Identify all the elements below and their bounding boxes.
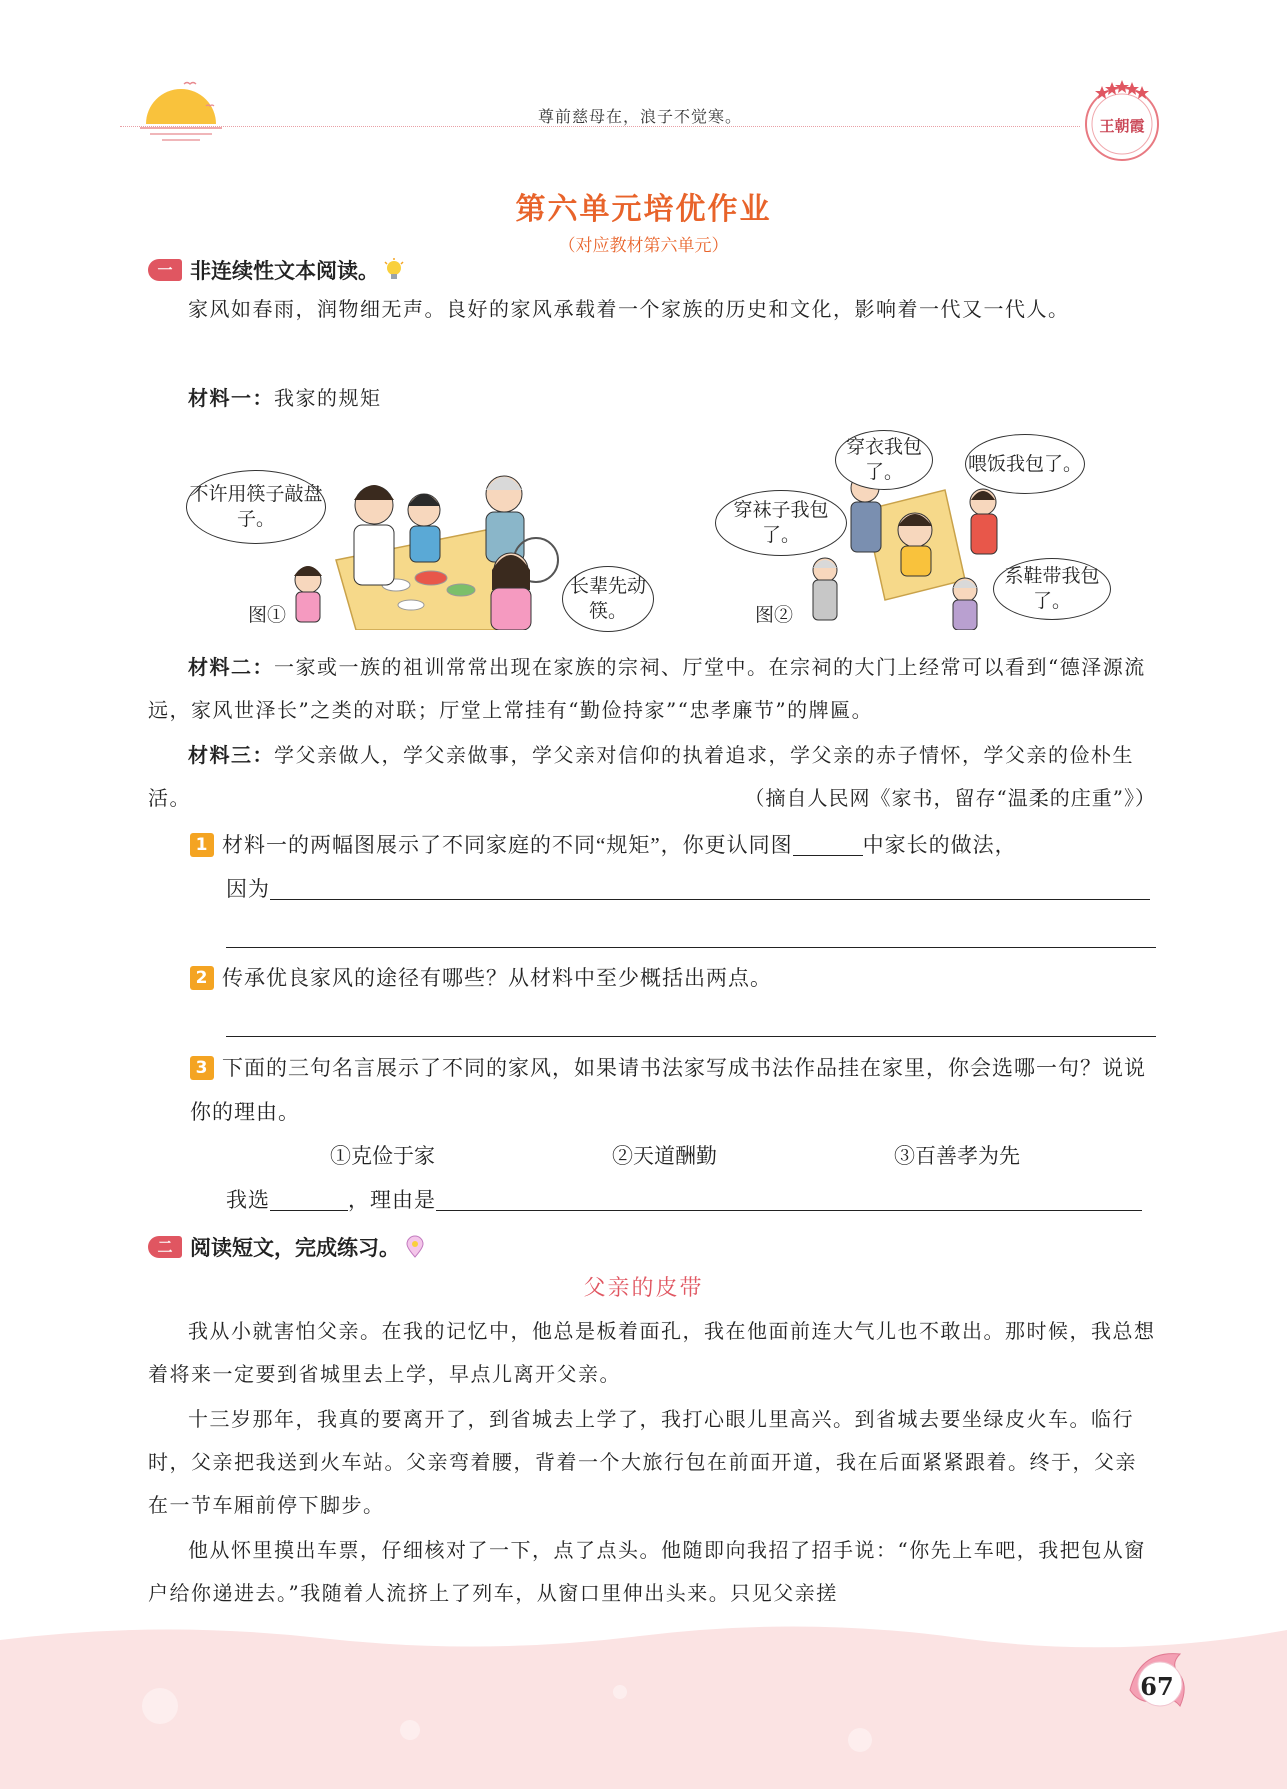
figure2-caption: 图②	[755, 604, 794, 626]
figure1	[186, 430, 656, 630]
question-2	[190, 956, 1160, 1000]
speech-bubble-left: 穿袜子我包了。	[715, 490, 847, 556]
header-motto: 尊前慈母在，浪子不觉寒。	[537, 107, 742, 126]
section2-heading	[148, 1232, 426, 1262]
q3-option-2: ②天道酬勤	[612, 1144, 717, 1168]
q3-option-3: ③百善孝为先	[894, 1144, 1020, 1168]
story-paragraph-3: 他从怀里摸出车票，仔细核对了一下，点了点头。他随即向我招了招手说：“你先上车吧，我把包从窗户给你递进去。”我随着人流挤上了列车，从窗口里伸出头来。只见父亲搓	[148, 1538, 1146, 1605]
speech-bubble-right: 长辈先动筷。	[562, 566, 654, 632]
question-3-text: 下面的三句名言展示了不同的家风，如果请书法家写成书法作品挂在家里，你会选哪一句？说说你的理由。	[190, 1056, 1146, 1124]
figure2	[715, 430, 1120, 630]
speech-bubble-right: 系鞋带我包了。	[993, 558, 1111, 620]
question-1-text-a: 材料一的两幅图展示了不同家庭的不同“规矩”，你更认同图	[222, 833, 793, 857]
figure1-caption: 图①	[248, 604, 287, 626]
section1-badge: 一	[148, 259, 182, 281]
story-paragraph-1: 我从小就害怕父亲。在我的记忆中，他总是板着面孔，我在他面前连大气儿也不敢出。那时候，我总想着将来一定要到省城里去上学，早点儿离开父亲。	[148, 1319, 1156, 1386]
story-title: 父亲的皮带	[583, 1276, 704, 1301]
location-pin-icon	[404, 1235, 426, 1259]
material2-paragraph	[148, 646, 1156, 732]
author-seal-logo	[1078, 76, 1166, 164]
q3-answer-prefix: 我选	[226, 1188, 270, 1212]
speech-bubble-left: 不许用筷子敲盘子。	[186, 470, 326, 544]
question-1-number: 1	[190, 833, 214, 857]
material2-text: 一家或一族的祖训常常出现在家族的宗祠、厅堂中。在宗祠的大门上经常可以看到“德泽源流远，家风世泽长”之类的对联；厅堂上常挂有“勤俭持家”“忠孝廉节”的牌匾。	[148, 655, 1146, 722]
question-3-answer-line	[226, 1178, 1156, 1222]
footer-wave-decoration	[0, 1620, 1287, 1789]
question-3	[190, 1046, 1156, 1134]
material1-line	[148, 377, 1156, 420]
section1-title: 非连续性文本阅读。	[190, 259, 379, 283]
speech-bubble-top2: 喂饭我包了。	[965, 434, 1085, 494]
speech-bubble-top1: 穿衣我包了。	[835, 430, 933, 490]
lightbulb-icon	[383, 258, 405, 282]
material1-label: 材料一：	[188, 386, 274, 410]
question-1	[190, 823, 1160, 867]
material3-text: 学父亲做人，学父亲做事，学父亲对信仰的执着追求，学父亲的赤子情怀，学父亲的俭朴生活。	[148, 743, 1134, 810]
svg-text:王朝霞: 王朝霞	[1099, 117, 1145, 135]
q2-answer-line[interactable]	[226, 1036, 1156, 1037]
q3-answer-reason: ，理由是	[348, 1188, 436, 1212]
section1-intro: 家风如春雨，润物细无声。良好的家风承载着一个家族的历史和文化，影响着一代又一代人。	[188, 297, 1070, 321]
question-3-number: 3	[190, 1056, 214, 1080]
question-2-text: 传承优良家风的途径有哪些？从材料中至少概括出两点。	[222, 966, 772, 990]
material3-label: 材料三：	[188, 743, 274, 767]
question-2-number: 2	[190, 966, 214, 990]
q1-answer-line[interactable]	[226, 947, 1156, 948]
question-1-reason-line	[226, 867, 1156, 911]
story-paragraph-2: 十三岁那年，我真的要离开了，到省城去上学了，我打心眼儿里高兴。到省城去要坐绿皮火车。临行时，父亲把我送到火车站。父亲弯着腰，背着一个大旅行包在前面开道，我在后面紧紧跟着。终于，父亲在一节车厢前停下脚步。	[148, 1407, 1137, 1517]
section2-badge: 二	[148, 1236, 182, 1258]
section2-title: 阅读短文，完成练习。	[190, 1236, 400, 1260]
section1-heading	[148, 255, 405, 285]
q1-figure-blank[interactable]	[793, 833, 863, 856]
page-title: 第六单元培优作业	[515, 192, 772, 227]
sunset-logo-icon	[140, 72, 222, 154]
q3-option-1: ①克俭于家	[330, 1144, 435, 1168]
question-1-text-c: 因为	[226, 877, 270, 901]
q3-reason-blank[interactable]	[436, 1188, 1142, 1211]
material3-source: （摘自人民网《家书，留存“温柔的庄重”》）	[744, 786, 1156, 810]
material2-label: 材料二：	[188, 655, 274, 679]
material1-title: 我家的规矩	[274, 386, 382, 410]
question-1-text-b: 中家长的做法，	[862, 833, 1017, 857]
page-number: 67	[1140, 1672, 1174, 1701]
q3-choice-blank[interactable]	[270, 1188, 348, 1211]
q1-reason-blank[interactable]	[270, 877, 1150, 900]
page-subtitle: （对应教材第六单元）	[558, 236, 729, 256]
